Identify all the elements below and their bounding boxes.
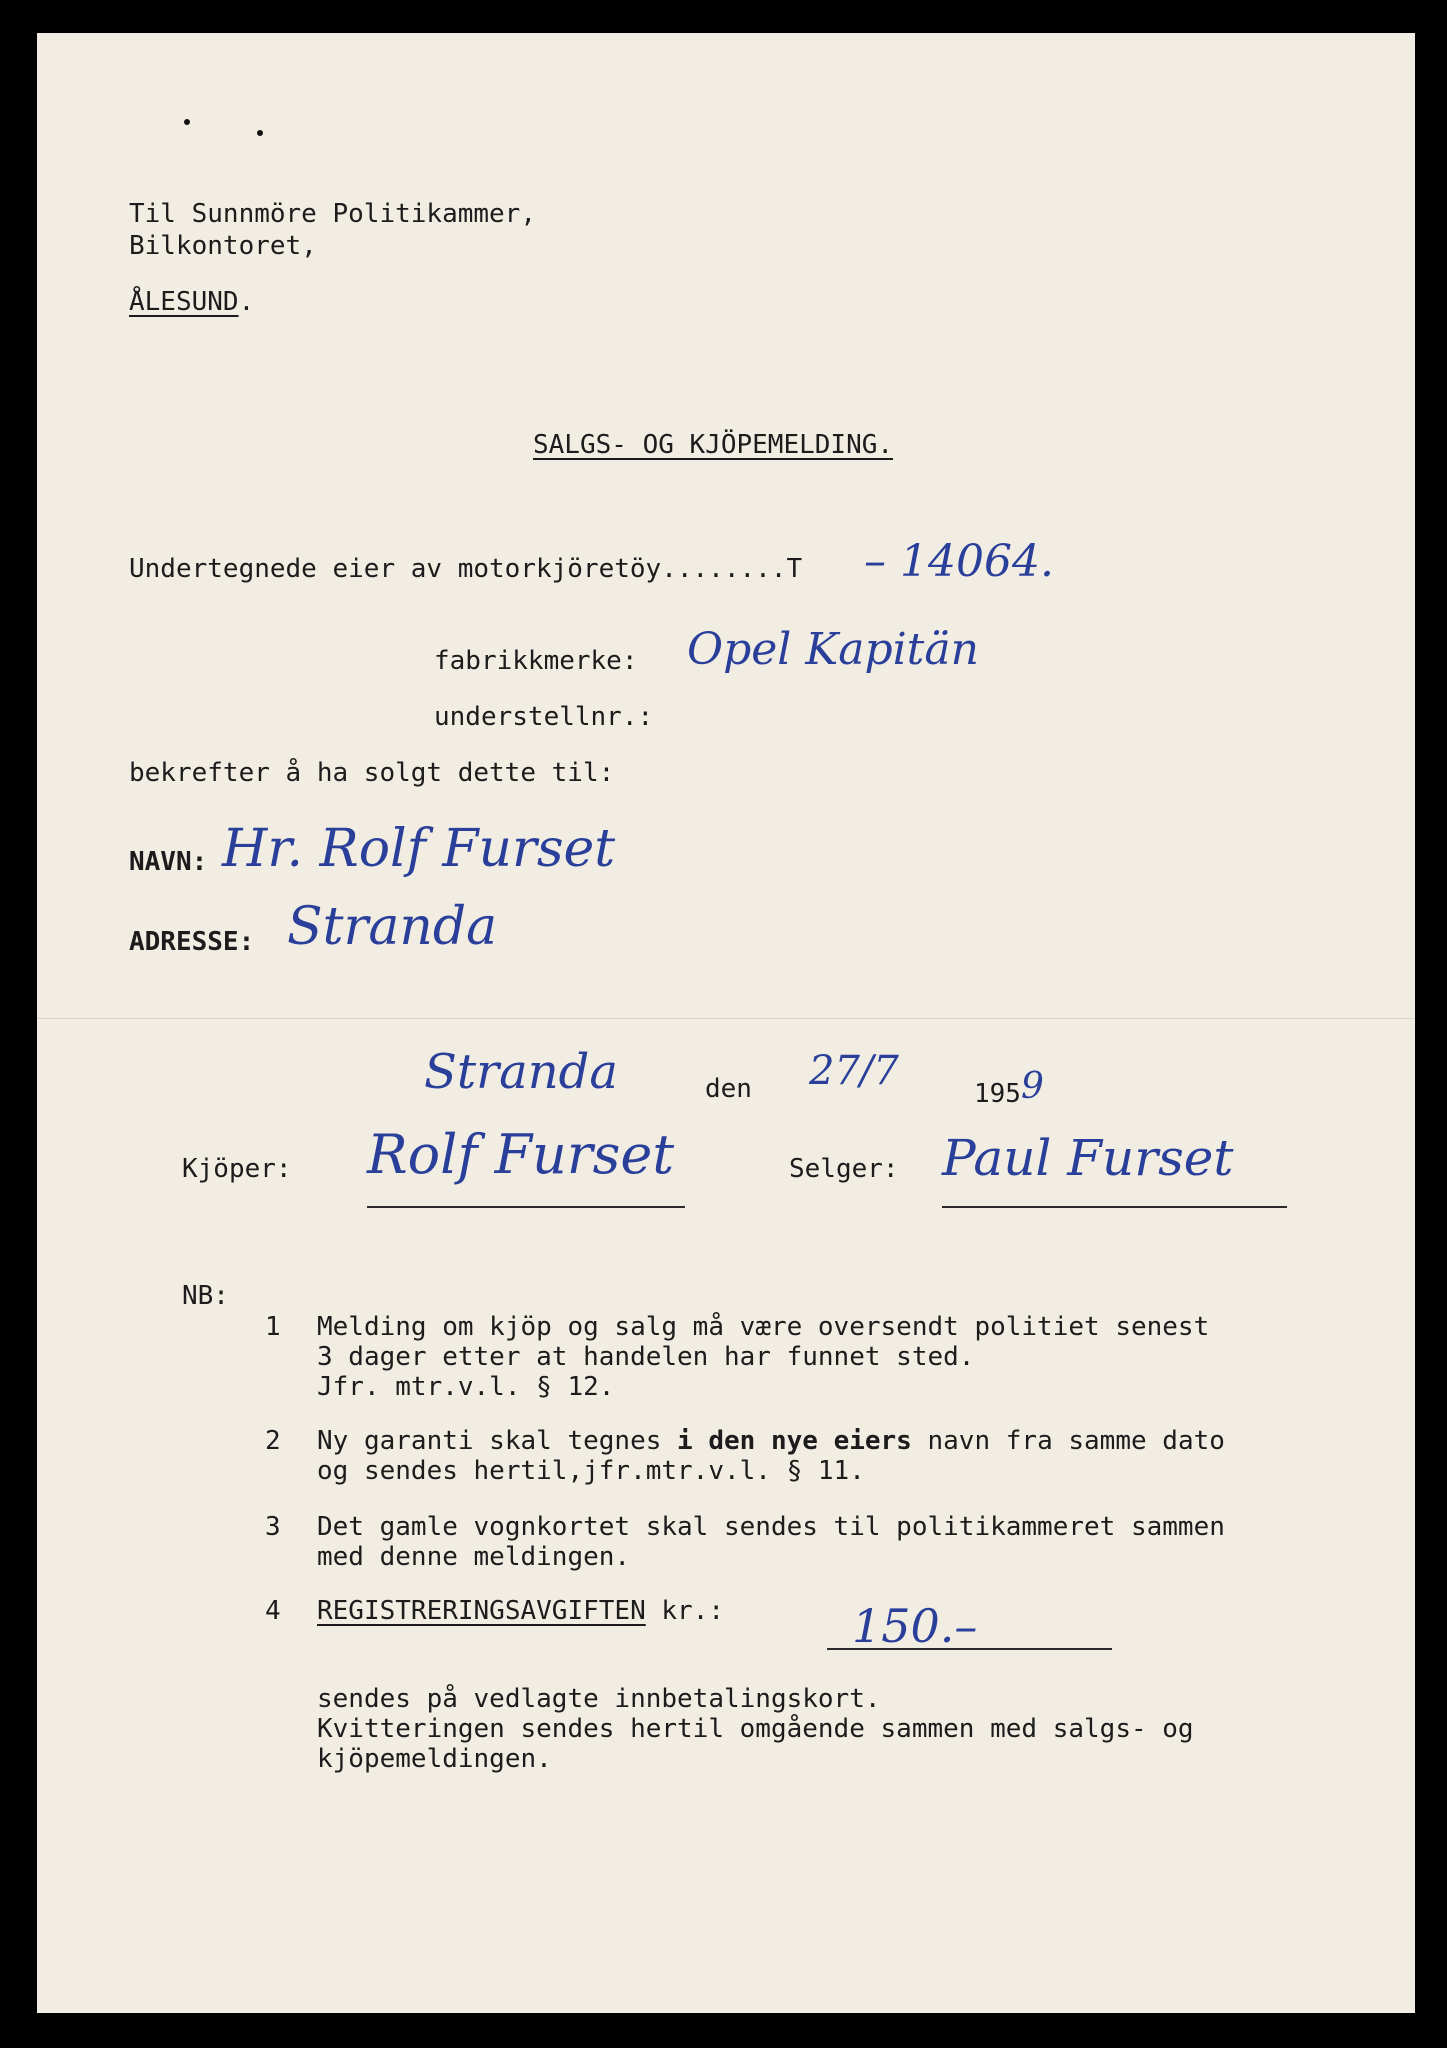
note-3-number: 3 (265, 1512, 281, 1542)
document-page (37, 33, 1415, 2013)
address-label: ADRESSE: (129, 927, 255, 957)
note-4-fee-line (317, 1595, 724, 1627)
seller-signature: Paul Furset (942, 1129, 1234, 1187)
seller-label: Selger: (789, 1154, 899, 1184)
note-4-line: sendes på vedlagte innbetalingskort. (317, 1684, 881, 1714)
note-2-line (317, 1425, 1225, 1457)
document-title: SALGS- OG KJÖPEMELDING. (533, 430, 894, 460)
note-4-line: Kvitteringen sendes hertil omgående sammen med salgs- og (317, 1714, 1194, 1744)
note-1-line: 3 dager etter at handelen har funnet sted. (317, 1342, 975, 1372)
paper-fold (37, 1018, 1415, 1019)
date-handwritten: 27/7 (809, 1048, 899, 1094)
name-label: NAVN: (129, 847, 208, 877)
recipient-line1: Til Sunnmöre Politikammer, (129, 199, 536, 229)
seller-signature-line (942, 1206, 1287, 1208)
year-handwritten: 9 (1020, 1066, 1044, 1107)
note-2-text-a: Ny garanti skal tegnes (317, 1426, 678, 1456)
fee-label: REGISTRERINGSAVGIFTEN (317, 1596, 646, 1626)
recipient-city: ÅLESUND (129, 287, 239, 317)
den-label: den (705, 1074, 752, 1104)
note-2-text-bold: i den nye eiers (677, 1426, 912, 1456)
punch-mark (257, 130, 263, 136)
fee-value-handwritten: 150.– (852, 1599, 978, 1653)
reg-number-handwritten: – 14064. (864, 536, 1054, 587)
note-2-number: 2 (265, 1426, 281, 1456)
confirm-label: bekrefter å ha solgt dette til: (129, 758, 615, 788)
note-1-line: Melding om kjöp og salg må være oversendt politiet senest (317, 1312, 1210, 1342)
note-4-number: 4 (265, 1596, 281, 1626)
name-value-handwritten: Hr. Rolf Furset (222, 819, 616, 879)
make-label: fabrikkmerke: (434, 646, 638, 676)
note-1-number: 1 (265, 1312, 281, 1342)
note-3-line: med denne meldingen. (317, 1542, 631, 1572)
note-3-line: Det gamle vognkortet skal sendes til politikammeret sammen (317, 1512, 1225, 1542)
note-1-line: Jfr. mtr.v.l. § 12. (317, 1372, 615, 1402)
year-printed: 195 (974, 1079, 1021, 1109)
note-2-text-c: navn fra samme dato (911, 1426, 1225, 1456)
buyer-label: Kjöper: (182, 1154, 292, 1184)
punch-mark (184, 119, 190, 125)
fee-line (827, 1648, 1112, 1650)
owner-label: Undertegnede eier av motorkjöretöy........T (129, 554, 803, 584)
nb-label: NB: (182, 1281, 229, 1311)
place-handwritten: Stranda (424, 1044, 618, 1100)
note-4-line: kjöpemeldingen. (317, 1744, 552, 1774)
chassis-label: understellnr.: (434, 702, 654, 732)
fee-suffix: kr.: (645, 1596, 725, 1626)
recipient-city-suffix: . (238, 287, 255, 317)
buyer-signature: Rolf Furset (367, 1123, 675, 1186)
buyer-signature-line (367, 1206, 685, 1208)
recipient-line2: Bilkontoret, (129, 231, 317, 261)
note-2-line: og sendes hertil,jfr.mtr.v.l. § 11. (317, 1456, 865, 1486)
make-value-handwritten: Opel Kapitän (687, 624, 979, 675)
address-value-handwritten: Stranda (287, 897, 498, 957)
recipient-city-line (129, 286, 254, 318)
year-line (974, 1066, 1044, 1110)
